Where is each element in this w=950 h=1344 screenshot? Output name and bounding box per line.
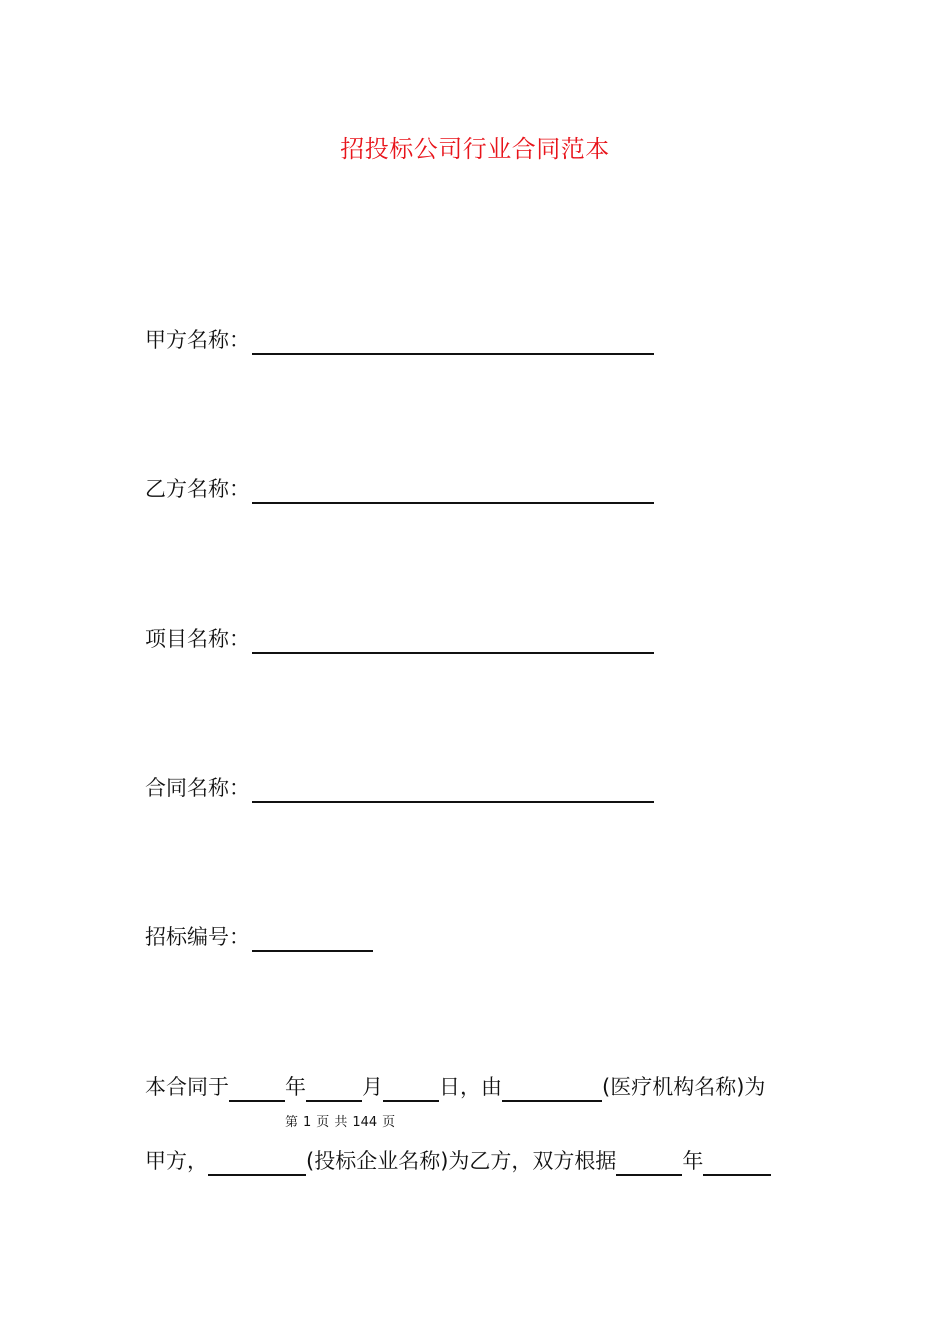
body-text: 年: [285, 1075, 306, 1099]
party-b-blank: [252, 474, 654, 504]
party-a-blank: [252, 325, 654, 355]
body-text: 月: [362, 1075, 383, 1099]
party-a-label: 甲方名称：: [145, 328, 250, 352]
footer-text: 页: [316, 1115, 330, 1130]
body-text: (医疗机构名称)为: [602, 1075, 766, 1099]
body-text: (投标企业名称)为乙方，双方根据: [306, 1149, 617, 1173]
footer-text: 第: [285, 1115, 299, 1130]
document-title: 招投标公司行业合同范本: [340, 135, 610, 163]
day-blank: [383, 1072, 439, 1102]
project-label: 项目名称：: [145, 627, 250, 651]
body-text: 日，由: [439, 1075, 502, 1099]
bid-number-blank: [252, 922, 373, 952]
bid-number-row: [145, 922, 373, 952]
trailing-blank: [703, 1146, 771, 1176]
body-text: 本合同于: [145, 1075, 229, 1099]
footer-text: 共: [334, 1115, 348, 1130]
body-text: 年: [682, 1149, 704, 1173]
contract-row: [145, 773, 654, 803]
contract-label: 合同名称：: [145, 776, 250, 800]
body-paragraph-line-1: [145, 1072, 765, 1102]
body-text: 甲方，: [145, 1149, 208, 1173]
contract-blank: [252, 773, 654, 803]
project-row: [145, 624, 654, 654]
bid-number-label: 招标编号：: [145, 925, 250, 949]
year-blank-2: [616, 1146, 682, 1176]
party-a-row: [145, 325, 654, 355]
party-b-label: 乙方名称：: [145, 477, 250, 501]
bidder-name-blank: [208, 1146, 306, 1176]
body-paragraph-line-2: [145, 1146, 771, 1176]
footer-text: 页: [382, 1115, 396, 1130]
medical-institution-blank: [502, 1072, 602, 1102]
total-page-count: 144: [352, 1115, 378, 1130]
year-blank: [229, 1072, 285, 1102]
project-blank: [252, 624, 654, 654]
party-b-row: [145, 474, 654, 504]
page-footer: [0, 1113, 950, 1133]
month-blank: [306, 1072, 362, 1102]
current-page-number: 1: [303, 1115, 312, 1130]
